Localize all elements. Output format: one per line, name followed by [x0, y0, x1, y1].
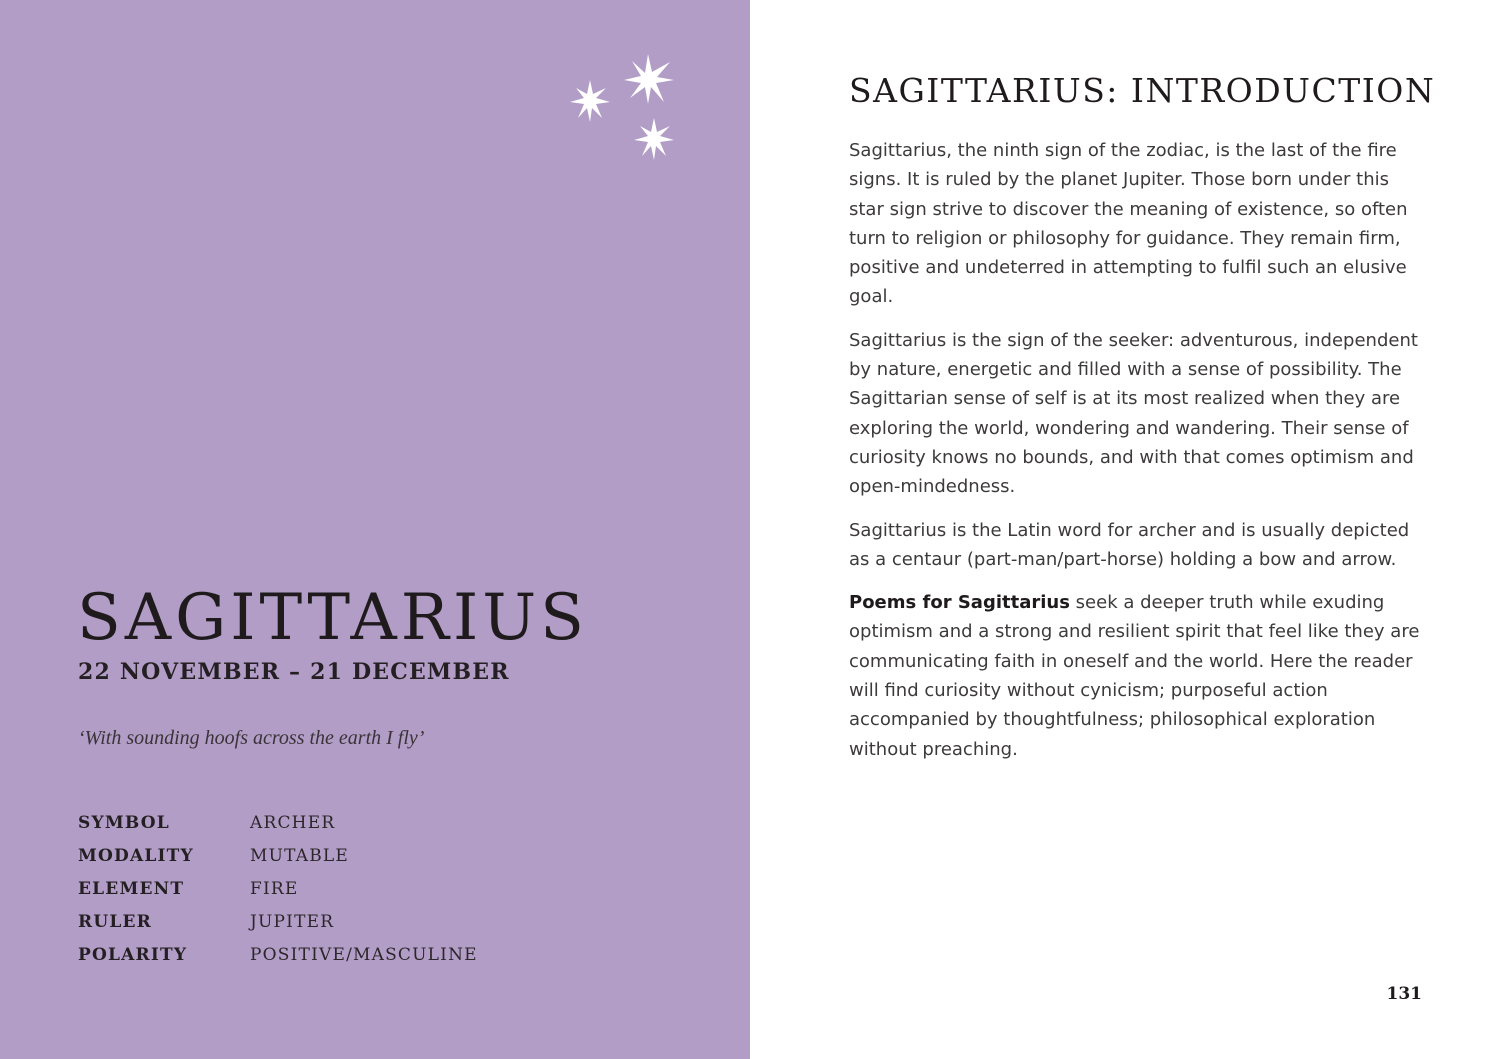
attributes-table	[78, 806, 478, 971]
attribute-value: POSITIVE/MASCULINE	[250, 944, 478, 965]
paragraph-lead: Poems for Sagittarius	[849, 592, 1070, 614]
sparkle-stars-icon	[560, 46, 690, 166]
right-page	[750, 0, 1500, 1059]
attribute-value: FIRE	[250, 878, 299, 899]
page-number: 131	[1386, 984, 1422, 1004]
attribute-row-modality	[78, 839, 478, 872]
sign-dates: 22 NOVEMBER – 21 DECEMBER	[78, 659, 510, 685]
attribute-label: RULER	[78, 911, 152, 932]
attribute-row-element	[78, 872, 478, 905]
closing-paragraph	[849, 588, 1429, 764]
attribute-label: MODALITY	[78, 845, 194, 866]
paragraph: Sagittarius, the ninth sign of the zodiac, is the last of the fire signs. It is ruled by the planet Jupiter. Those born under this star sign strive to discover the meaning of existence, so often turn to religion or philosophy for guidance. They remain firm, positive and undeterred in attempting to fulfil such an elusive goal.	[849, 140, 1408, 308]
sign-title: SAGITTARIUS	[77, 581, 588, 655]
attribute-value: ARCHER	[250, 812, 336, 833]
attribute-row-symbol	[78, 806, 478, 839]
attribute-value: MUTABLE	[250, 845, 350, 866]
introduction-body	[849, 136, 1429, 778]
attribute-label: ELEMENT	[78, 878, 185, 899]
sign-quote: ‘With sounding hoofs across the earth I fly’	[78, 727, 425, 749]
paragraph: Sagittarius is the sign of the seeker: adventurous, independent by nature, energetic and filled with a sense of possibility. The Sagittarian sense of self is at its most realized when they are exploring the world, wondering and wandering. Their sense of curiosity knows no bounds, and with that comes optimism and open-mindedness.	[849, 329, 1418, 498]
attribute-label: SYMBOL	[78, 812, 170, 833]
attribute-label: POLARITY	[78, 944, 188, 965]
introduction-heading: SAGITTARIUS: INTRODUCTION	[849, 71, 1436, 110]
paragraph-text: seek a deeper truth while exuding optimism and a strong and resilient spirit that feel like they are communicating faith in oneself and the world. Here the reader will find curiosity without cynicism; purposeful action accompanied by thoughtfulness; philosophical exploration without preaching.	[849, 592, 1420, 760]
attribute-row-ruler	[78, 905, 478, 938]
attribute-value: JUPITER	[250, 911, 335, 932]
attribute-row-polarity	[78, 938, 478, 971]
paragraph: Sagittarius is the Latin word for archer and is usually depicted as a centaur (part-man/part-horse) holding a bow and arrow.	[849, 519, 1410, 570]
